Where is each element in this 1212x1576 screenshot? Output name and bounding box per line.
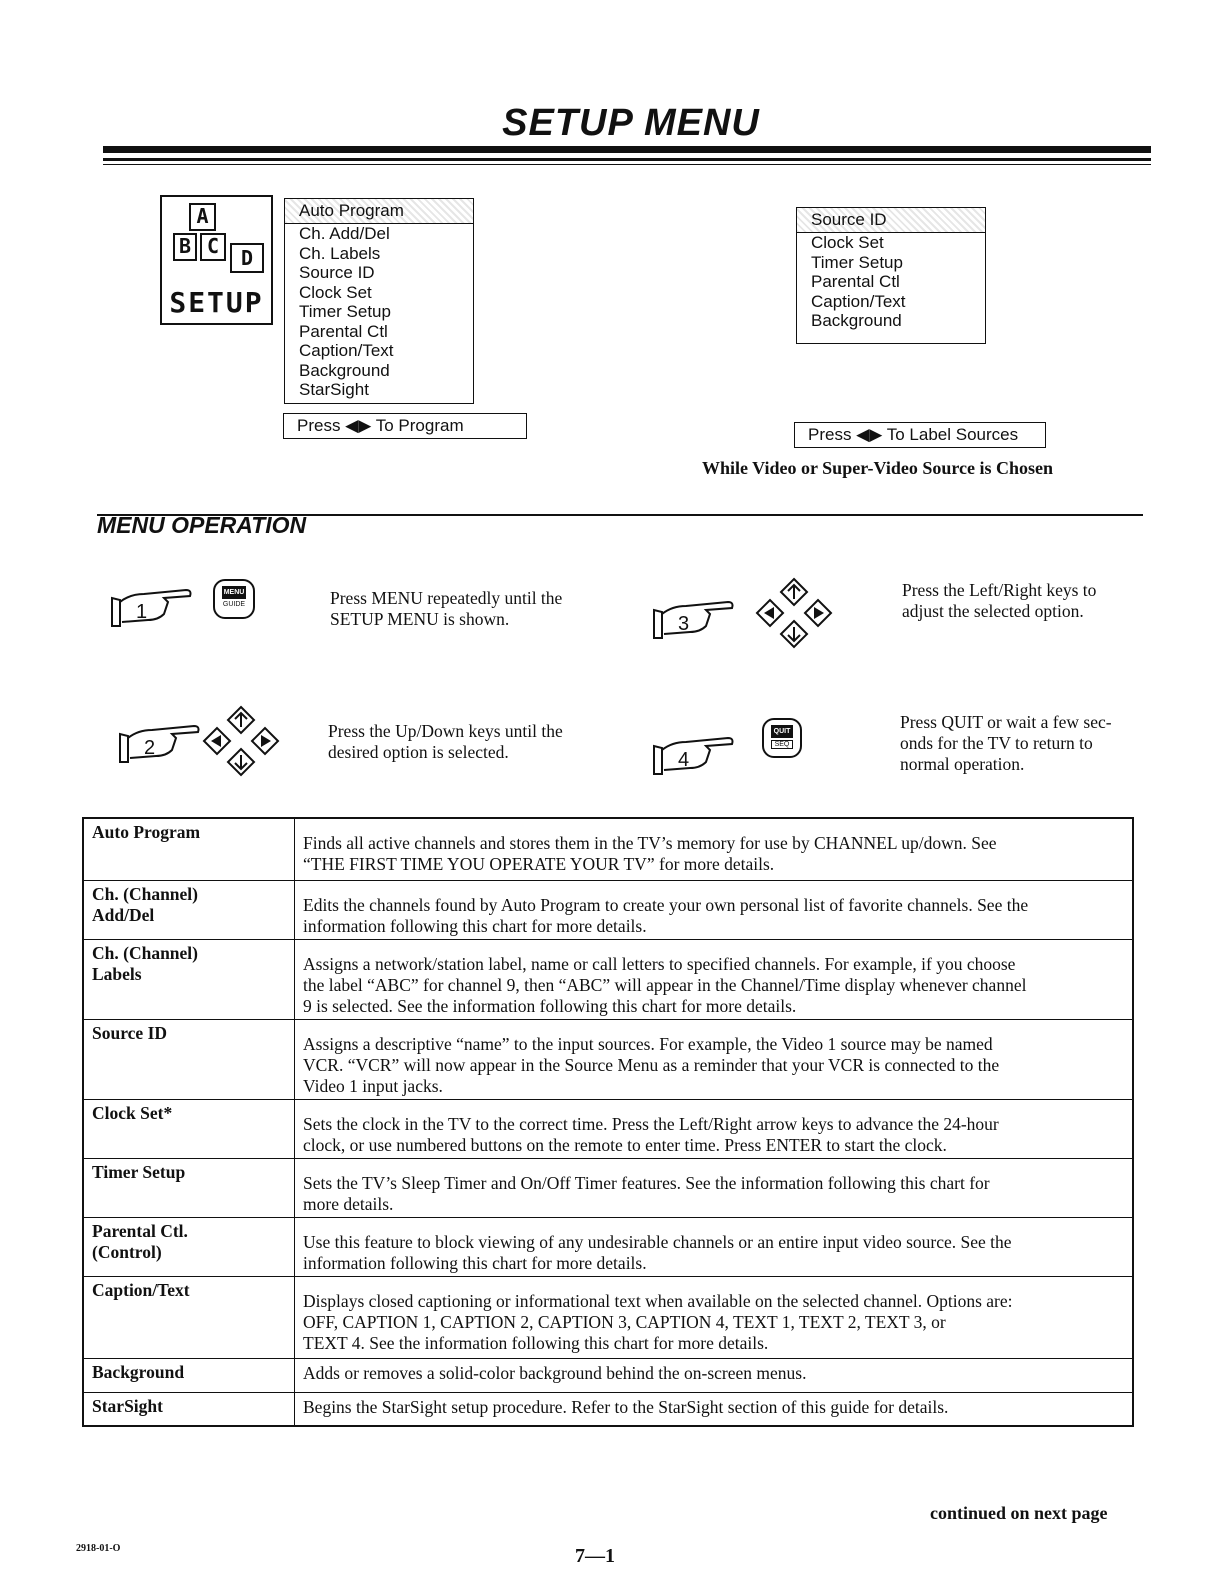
step-1-text: Press MENU repeatedly until the SETUP MENU is shown. — [330, 588, 563, 629]
menu-item: Clock Set — [811, 233, 884, 252]
step-3-illustration — [650, 592, 740, 647]
table-row — [83, 1276, 1133, 1358]
menu-item: Background — [299, 360, 390, 380]
setup-options-table — [82, 817, 1134, 1427]
table-row — [83, 1392, 1133, 1426]
menu-selected-item: Source ID — [797, 208, 985, 233]
logo-block-c: C — [200, 233, 226, 261]
menu-item: Source ID — [299, 263, 375, 282]
option-description — [295, 1392, 1134, 1426]
step-number: 1 — [136, 601, 148, 623]
option-description — [295, 939, 1134, 1019]
continued-note: continued on next page — [930, 1503, 1108, 1523]
menu-item: Timer Setup — [811, 252, 903, 272]
menu-key-label: MENU — [222, 586, 246, 599]
logo-block-a: A — [189, 203, 216, 231]
option-description — [295, 1158, 1134, 1217]
table-row — [83, 939, 1133, 1019]
option-description — [295, 818, 1134, 880]
option-description-line: Assigns a descriptive “name” to the input sources. For example, the Video 1 source may be named — [303, 1033, 993, 1054]
logo-block-b: B — [173, 233, 197, 261]
option-name-line: Source ID — [92, 1022, 168, 1043]
program-prompt: Press ◀▶ To Program — [283, 413, 527, 439]
step-4-text: Press QUIT or wait a few sec- onds for the TV to return to normal operation. — [900, 712, 1112, 774]
source-id-menu-screen — [796, 207, 986, 344]
table-row — [83, 1358, 1133, 1392]
option-description — [295, 880, 1134, 939]
option-name-line: Parental Ctl. — [92, 1220, 188, 1241]
option-description-line: Displays closed captioning or informational text when available on the selected channel. Options are: — [303, 1290, 1013, 1311]
option-name — [83, 1158, 295, 1217]
option-name — [83, 1392, 295, 1426]
pointing-hand-icon — [650, 728, 740, 778]
pointing-hand-icon — [116, 716, 206, 766]
page-number: 7—1 — [575, 1545, 615, 1567]
option-name-line: Clock Set* — [92, 1102, 173, 1123]
option-description-line: “THE FIRST TIME YOU OPERATE YOUR TV” for more details. — [303, 854, 775, 874]
menu-item: Background — [811, 311, 902, 330]
option-name — [83, 818, 295, 880]
setup-logo — [160, 195, 273, 325]
logo-block-d: D — [230, 243, 264, 273]
option-name — [83, 1358, 295, 1392]
option-name-line: Labels — [92, 963, 142, 984]
option-description-line: Sets the TV’s Sleep Timer and On/Off Timer features. See the information following this chart for — [303, 1172, 990, 1193]
option-description — [295, 1276, 1134, 1358]
step-number: 3 — [678, 613, 690, 635]
table-row — [83, 1099, 1133, 1158]
table-row — [83, 880, 1133, 939]
pointing-hand-icon — [108, 580, 198, 630]
pointing-hand-icon — [650, 592, 740, 642]
option-description-line: Use this feature to block viewing of any undesirable channels or an entire input video source. See the — [303, 1231, 1012, 1252]
table-row — [83, 1158, 1133, 1217]
menu-item: StarSight — [299, 380, 369, 399]
step-2-text: Press the Up/Down keys until the desired option is selected. — [328, 721, 563, 762]
guide-key-label: GUIDE — [222, 601, 246, 608]
option-name-line: Add/Del — [92, 904, 155, 925]
option-description-line: TEXT 4. See the information following this chart for more details. — [303, 1332, 769, 1353]
option-name-line: Background — [92, 1361, 185, 1382]
option-name — [83, 1099, 295, 1158]
step-1-illustration — [108, 580, 198, 635]
menu-item: Ch. Add/Del — [299, 224, 390, 243]
option-description — [295, 1358, 1134, 1392]
menu-item: Caption/Text — [299, 341, 394, 360]
section-title: MENU OPERATION — [97, 512, 307, 538]
step-number: 2 — [144, 737, 156, 759]
table-row — [83, 1217, 1133, 1276]
table-row — [83, 1019, 1133, 1099]
arrow-keypad — [200, 705, 282, 782]
menu-item: Timer Setup — [299, 302, 391, 321]
option-description-line: the label “ABC” for channel 9, then “ABC” will appear in the Channel/Time display whenever channel — [303, 974, 1027, 995]
menu-item: Parental Ctl — [299, 321, 388, 341]
option-name-line: StarSight — [92, 1395, 163, 1416]
step-3-text: Press the Left/Right keys to adjust the selected option. — [902, 580, 1097, 621]
quit-seq-button — [762, 718, 802, 758]
option-description-line: VCR. “VCR” will now appear in the Source Menu as a reminder that your VCR is connected to the — [303, 1054, 1000, 1075]
option-description-line: Adds or removes a solid-color background behind the on-screen menus. — [303, 1362, 807, 1383]
option-description-line: Edits the channels found by Auto Program to create your own personal list of favorite channels. See the — [303, 894, 1029, 915]
arrow-keys-icon — [200, 705, 282, 777]
option-name-line: Ch. (Channel) — [92, 883, 198, 904]
menu-item: Caption/Text — [811, 291, 906, 311]
menu-item: Clock Set — [299, 282, 372, 302]
logo-label: SETUP — [169, 286, 264, 319]
option-name-line: Caption/Text — [92, 1279, 190, 1300]
menu-guide-button — [213, 579, 255, 619]
title-rule-thin — [103, 158, 1151, 161]
option-description-line: OFF, CAPTION 1, CAPTION 2, CAPTION 3, CAPTION 4, TEXT 1, TEXT 2, TEXT 3, or — [303, 1311, 946, 1332]
step-2-illustration — [116, 716, 206, 771]
title-rule — [103, 146, 1151, 153]
option-description-line: Finds all active channels and stores them in the TV’s memory for use by CHANNEL up/down. See — [303, 833, 997, 853]
option-name-line: Timer Setup — [92, 1161, 186, 1182]
option-description — [295, 1019, 1134, 1099]
option-name — [83, 1217, 295, 1276]
arrow-keypad — [753, 577, 835, 654]
option-description-line: clock, or use numbered buttons on the remote to enter time. Press ENTER to start the clock. — [303, 1134, 947, 1155]
step-number: 4 — [678, 749, 690, 771]
option-description-line: Video 1 input jacks. — [303, 1075, 443, 1096]
menu-item: Ch. Labels — [299, 243, 381, 263]
option-description-line: 9 is selected. See the information following this chart for more details. — [303, 995, 797, 1016]
label-sources-prompt: Press ◀▶ To Label Sources — [794, 422, 1046, 448]
option-name-line: (Control) — [92, 1241, 162, 1262]
option-description-line: more details. — [303, 1193, 394, 1214]
table-row — [83, 818, 1133, 880]
page-title: SETUP MENU — [502, 102, 760, 144]
option-description-line: Begins the StarSight setup procedure. Refer to the StarSight section of this guide for details. — [303, 1396, 949, 1417]
seq-key-label: SEQ — [771, 740, 793, 749]
option-description — [295, 1217, 1134, 1276]
option-name-line: Auto Program — [92, 822, 201, 842]
arrow-keys-icon — [753, 577, 835, 649]
option-description-line: information following this chart for more details. — [303, 915, 647, 936]
option-name — [83, 1276, 295, 1358]
option-description-line: Sets the clock in the TV to the correct time. Press the Left/Right arrow keys to advance the 24-hour — [303, 1113, 999, 1134]
source-chosen-caption: While Video or Super-Video Source is Chosen — [702, 458, 1054, 478]
document-code: 2918-01-O — [76, 1543, 121, 1554]
quit-key-label: QUIT — [771, 725, 793, 738]
menu-item: Parental Ctl — [811, 272, 900, 291]
setup-menu-screen — [284, 198, 474, 404]
option-description-line: Assigns a network/station label, name or call letters to specified channels. For example, if you choose — [303, 953, 1016, 974]
option-name — [83, 1019, 295, 1099]
option-description-line: information following this chart for more details. — [303, 1252, 647, 1273]
step-4-illustration — [650, 728, 740, 783]
option-description — [295, 1099, 1134, 1158]
menu-selected-item: Auto Program — [285, 199, 473, 224]
option-name — [83, 939, 295, 1019]
option-name — [83, 880, 295, 939]
option-name-line: Ch. (Channel) — [92, 942, 198, 963]
title-rule-hairline — [103, 164, 1151, 165]
